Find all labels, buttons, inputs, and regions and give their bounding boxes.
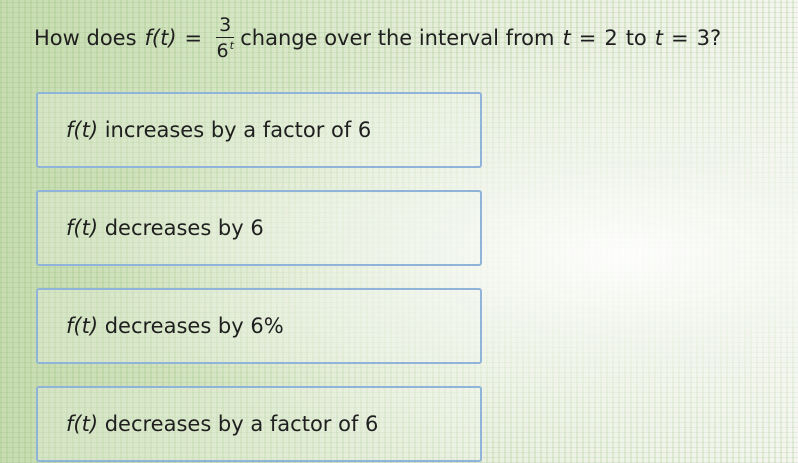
interval-end-equals: = — [671, 26, 689, 50]
interval-end-value: 3 — [696, 26, 710, 50]
option-label: decreases by a factor of 6 — [104, 412, 379, 436]
option-label: decreases by 6 — [104, 216, 264, 240]
option-function: f(t) — [66, 412, 99, 436]
interval-end-variable: t — [654, 26, 664, 50]
answer-options — [36, 92, 484, 462]
question-prefix: How does — [34, 26, 137, 50]
interval-start-equals: = — [578, 26, 597, 50]
answer-option-increases-factor-6[interactable] — [36, 92, 482, 168]
fraction — [216, 13, 234, 62]
question-middle: change over the interval from — [240, 26, 555, 50]
option-label: decreases by 6% — [104, 314, 284, 338]
answer-option-decreases-factor-6[interactable] — [36, 386, 482, 462]
option-function: f(t) — [66, 216, 99, 240]
interval-connector: to — [625, 26, 647, 50]
option-function: f(t) — [66, 118, 99, 142]
question-mark: ? — [710, 26, 722, 50]
interval-start-value: 2 — [604, 26, 618, 50]
fraction-numerator: 3 — [216, 16, 234, 38]
denominator-base: 6 — [216, 39, 229, 62]
question-equals: = — [184, 26, 203, 50]
option-label: increases by a factor of 6 — [104, 118, 372, 142]
answer-option-decreases-6-percent[interactable] — [36, 288, 482, 364]
question-function: f(t) — [144, 26, 177, 50]
fraction-denominator — [216, 38, 233, 61]
question-text — [34, 8, 794, 68]
answer-option-decreases-by-6[interactable] — [36, 190, 482, 266]
option-function: f(t) — [66, 314, 99, 338]
denominator-exponent: t — [229, 38, 234, 52]
interval-start-variable: t — [562, 26, 571, 50]
